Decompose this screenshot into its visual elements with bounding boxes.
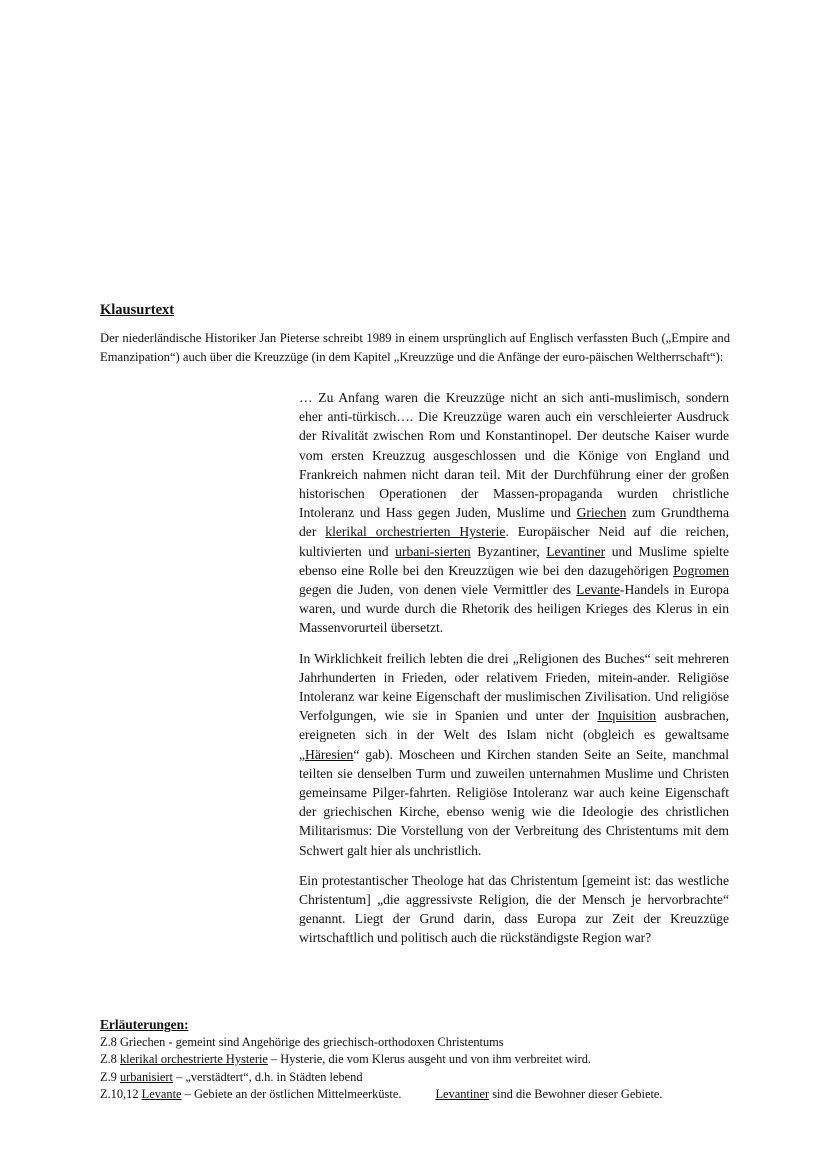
text: Byzantiner, — [470, 543, 547, 559]
text: … Zu Anfang waren die Kreuzzüge nicht an sich anti-muslimisch, sondern eher anti-türkisch…. Die Kreuzzüge waren auch ein verschleierter Ausdruck der Rivalität zwischen Rom und Konstantinopel. Der deutsche Kaiser wurde vom ersten Kreuzzug ausgeschlossen und die Könige von England und Frankreich nahmen nicht daran teil. Mit der Durchführung einer der großen historischen Operationen der Massen-propaganda wurden christliche Intoleranz und Hass gegen Juden, Muslime und — [299, 390, 729, 521]
term: Levante — [141, 1087, 182, 1102]
quoted-source-text — [299, 388, 729, 959]
text: und Muslime spielte ebenso eine Rolle bei den Kreuzzügen wie bei den dazugehörigen — [299, 543, 729, 578]
annotated-term: Häresien — [305, 746, 354, 762]
term: Levantiner — [435, 1087, 490, 1102]
annotated-term: urbani-sierten — [395, 543, 471, 559]
definition: – „verstädtert“, d.h. in Städten lebend — [172, 1069, 363, 1084]
quote-paragraph-2 — [299, 649, 729, 860]
text: zum Grundthema der — [299, 505, 729, 540]
annotated-term: Levante — [576, 582, 620, 598]
explanations-heading: Erläuterungen: — [100, 1017, 189, 1032]
text: -Handels in Europa waren, und wurde durch die Rhetorik des heiligen Krieges des Klerus in ein Massenvorurteil übersetzt. — [299, 582, 729, 636]
annotated-term: Levantiner — [546, 543, 606, 559]
intro-paragraph: Der niederländische Historiker Jan Pieterse schreibt 1989 in einem ursprünglich auf Englisch verfassten Buch („Empire and Emanzipation“) auch über die Kreuzzüge (in dem Kapitel „Kreuzzüge und die Anfänge der euro-päischen Weltherrschaft“): — [100, 331, 730, 364]
term: klerikal orchestrierte Hysterie — [119, 1052, 268, 1067]
text: . Europäischer Neid auf die reichen, kultivierten und — [299, 524, 729, 559]
term: urbanisiert — [119, 1069, 173, 1084]
text: ausbrachen, ereigneten sich in der Welt des Islam nicht (obgleich es gewaltsame „ — [299, 708, 730, 762]
text: gegen die Juden, von denen viele Vermittler des — [299, 582, 577, 598]
definition: – Hysterie, die vom Klerus ausgeht und von ihm verbreitet wird. — [267, 1052, 592, 1067]
explanation-line — [100, 1069, 740, 1087]
definition: – Gebiete an der östlichen Mittelmeerküste. — [181, 1087, 402, 1102]
annotated-term: klerikal orchestrierten Hysterie — [325, 524, 506, 540]
explanations-section — [100, 1016, 740, 1104]
line-ref: Z.8 — [100, 1052, 120, 1067]
line-ref: Z.10,12 — [100, 1087, 142, 1102]
text: “ gab). Moscheen und Kirchen standen Seite an Seite, manchmal teilten sie denselben Turm und zuweilen unternahmen Muslime und Christen gemeinsame Pilger-fahrten. Religiöse Intoleranz war auch keine Eigenschaft der griechischen Kirche, ebenso wenig wie die Ideologie des christlichen Militarismus: Die Vorstellung von der Verbreitung des Christentums mit dem Schwert galt hier als unchristlich. — [299, 746, 729, 858]
document-heading: Klausurtext — [100, 302, 175, 318]
explanation-line — [100, 1051, 740, 1069]
annotated-term: Pogromen — [673, 562, 729, 578]
annotated-term: Inquisition — [597, 708, 657, 724]
explanation-line — [100, 1086, 740, 1104]
text: In Wirklichkeit freilich lebten die drei „Religionen des Buches“ seit mehreren Jahrhunderten in Frieden, oder relativem Frieden, mitein-ander. Religiöse Intoleranz war keine Eigenschaft der muslimischen Zivilisation. Und religiöse Verfolgungen, wie sie in Spanien und unter der — [299, 650, 729, 724]
explanation-line: Z.8 Griechen - gemeint sind Angehörige des griechisch-orthodoxen Christentums — [100, 1034, 504, 1049]
quote-paragraph-1 — [299, 388, 729, 638]
annotated-term: Griechen — [576, 505, 627, 521]
quote-paragraph-3: Ein protestantischer Theologe hat das Christentum [gemeint ist: das westliche Christentum] „die aggressivste Religion, die der Mensch je hervorbrachte“ genannt. Liegt der Grund darin, dass Europa zur Zeit der Kreuzzüge wirtschaftlich und politisch auch die rückständigste Region war? — [299, 872, 729, 946]
line-ref: Z.9 — [100, 1069, 120, 1084]
definition: sind die Bewohner dieser Gebiete. — [489, 1087, 663, 1102]
